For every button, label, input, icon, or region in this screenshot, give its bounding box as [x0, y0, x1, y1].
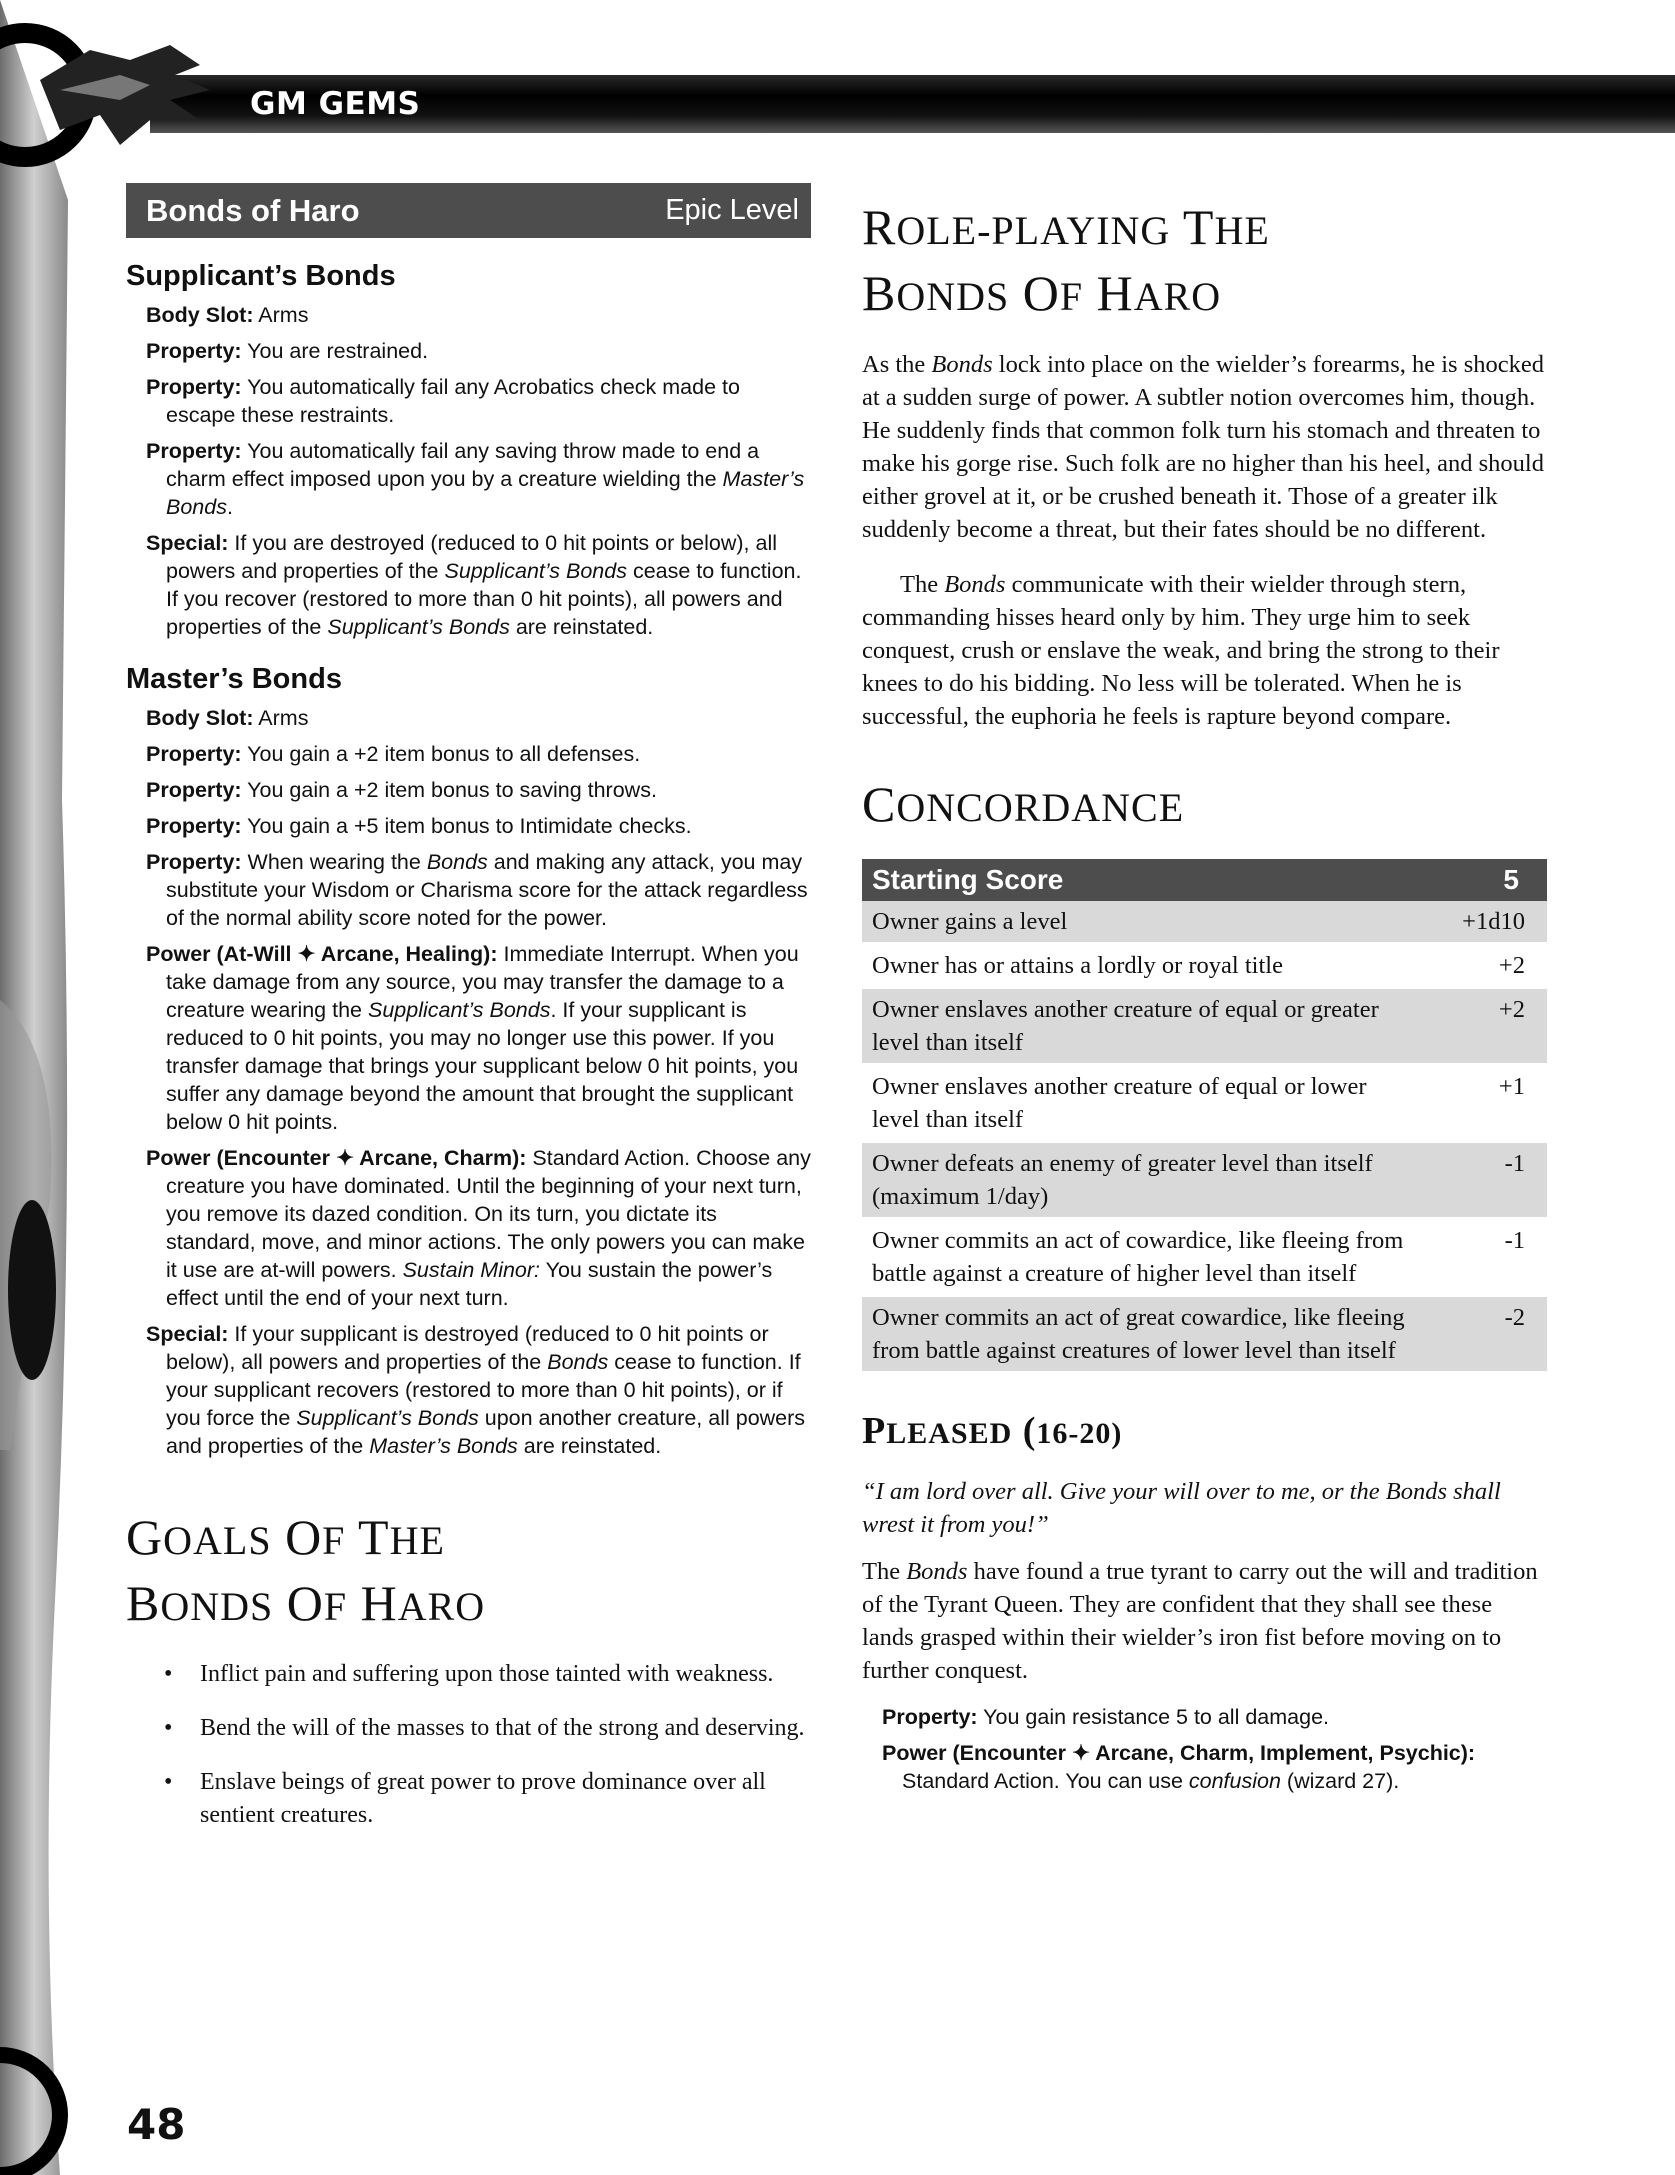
- master-property-line: Power (Encounter ✦ Arcane, Charm): Standard Action. Choose any creature you have dominated. Until the beginning of your next turn, you remove its dazed condition. On its turn, you dictate its standard, move, and minor actions. The only powers you can make it use are at-will powers. Sustain Minor: You sustain the power’s effect until the end of your next turn.: [146, 1146, 811, 1310]
- goal-item: • Bend the will of the masses to that of the strong and deserving.: [126, 1712, 811, 1745]
- pleased-quote: “I am lord over all. Give your will over to me, or the Bonds shall wrest it from you!”: [862, 1478, 1501, 1538]
- goals-list: [126, 1658, 811, 1832]
- master-property-line: Body Slot: Arms: [146, 706, 309, 730]
- concordance-heading: CONCORDANCE: [862, 776, 1185, 832]
- pleased-property: Property: You gain resistance 5 to all damage.: [882, 1705, 1329, 1729]
- goals-heading: [126, 1506, 811, 1638]
- concordance-header-label: Starting Score: [862, 859, 1425, 901]
- item-header: [126, 183, 811, 238]
- goals-heading-line1: GOALS OF THE: [126, 1509, 445, 1565]
- roleplaying-heading: [862, 196, 1547, 328]
- roleplaying-heading-line1: ROLE-PLAYING THE: [862, 199, 1270, 255]
- concordance-condition: Owner gains a level: [862, 901, 1425, 944]
- concordance-modifier: -2: [1425, 1296, 1547, 1373]
- goals-section: [126, 1506, 811, 1832]
- concordance-modifier: +1d10: [1425, 901, 1547, 944]
- supplicant-property-line: Special: If you are destroyed (reduced to 0 hit points or below), all powers and properties of the Supplicant’s Bonds cease to function. If you recover (restored to more than 0 hit points), all powers and properties of the Supplicant’s Bonds are reinstated.: [146, 531, 802, 639]
- concordance-modifier: +2: [1425, 988, 1547, 1065]
- master-property-line: Property: When wearing the Bonds and making any attack, you may substitute your Wisdom or Charisma score for the attack regardless of the normal ability score noted for the power.: [146, 850, 808, 930]
- concordance-header-value: 5: [1425, 859, 1547, 901]
- concordance-row: [862, 1142, 1547, 1219]
- supplicant-properties: [126, 301, 811, 641]
- master-properties: [126, 704, 811, 1460]
- concordance-row: [862, 1296, 1547, 1373]
- concordance-condition: Owner commits an act of cowardice, like fleeing from battle against a creature of higher level than itself: [862, 1219, 1425, 1296]
- dragon-logo-icon: [0, 20, 230, 170]
- page-number: 48: [127, 2100, 186, 2149]
- pleased-heading: PLEASED (16-20): [862, 1410, 1123, 1452]
- item-level: Epic Level: [665, 194, 799, 226]
- concordance-modifier: -1: [1425, 1142, 1547, 1219]
- supplicant-property-line: Property: You automatically fail any saving throw made to end a charm effect imposed upon you by a creature wielding the Master’s Bonds.: [146, 439, 805, 519]
- pleased-paragraph: The Bonds have found a true tyrant to carry out the will and tradition of the Tyrant Queen. They are confident that they shall see these lands grasped within their wielder’s iron fist before moving on to further conquest.: [862, 1558, 1538, 1684]
- master-property-line: Property: You gain a +2 item bonus to saving throws.: [146, 778, 657, 802]
- master-heading: Master’s Bonds: [126, 663, 342, 695]
- supplicant-property-line: Body Slot: Arms: [146, 303, 309, 327]
- goals-heading-line2: BONDS OF HARO: [126, 1575, 486, 1631]
- concordance-modifier: +2: [1425, 944, 1547, 988]
- goal-item: • Inflict pain and suffering upon those tainted with weakness.: [126, 1658, 811, 1691]
- supplicant-heading: Supplicant’s Bonds: [126, 260, 396, 292]
- master-property-line: Property: You gain a +5 item bonus to Intimidate checks.: [146, 814, 692, 838]
- concordance-condition: Owner enslaves another creature of equal or greater level than itself: [862, 988, 1425, 1065]
- roleplaying-paragraph-1: As the Bonds lock into place on the wielder’s forearms, he is shocked at a sudden surge of power. A subtler notion overcomes him, though. He suddenly finds that common folk turn his stomach and threaten to make his gorge rise. Such folk are no higher than his heel, and should either grovel at it, or be crushed beneath it. Those of a greater ilk suddenly become a threat, but their fates should be no different.: [862, 351, 1544, 543]
- concordance-condition: Owner has or attains a lordly or royal title: [862, 944, 1425, 988]
- master-property-line: Property: You gain a +2 item bonus to all defenses.: [146, 742, 641, 766]
- concordance-table: [862, 859, 1547, 1374]
- concordance-row: [862, 988, 1547, 1065]
- concordance-row: [862, 901, 1547, 944]
- supplicant-property-line: Property: You are restrained.: [146, 339, 429, 363]
- concordance-row: [862, 944, 1547, 988]
- goal-item: • Enslave beings of great power to prove dominance over all sentient creatures.: [126, 1766, 811, 1832]
- item-name: Bonds of Haro: [146, 192, 360, 228]
- roleplaying-heading-line2: BONDS OF HARO: [862, 265, 1222, 321]
- concordance-condition: Owner defeats an enemy of greater level than itself (maximum 1/day): [862, 1142, 1425, 1219]
- master-property-line: Special: If your supplicant is destroyed (reduced to 0 hit points or below), all powers and properties of the Bonds cease to function. If your supplicant recovers (restored to more than 0 hit points), or if you force the Supplicant’s Bonds upon another creature, all powers and properties of the Master’s Bonds are reinstated.: [146, 1322, 806, 1458]
- supplicant-property-line: Property: You automatically fail any Acrobatics check made to escape these restraints.: [146, 375, 740, 427]
- pleased-power: Power (Encounter ✦ Arcane, Charm, Implement, Psychic): Standard Action. You can use confusion (wizard 27).: [882, 1741, 1476, 1793]
- concordance-modifier: -1: [1425, 1219, 1547, 1296]
- concordance-row: [862, 1065, 1547, 1142]
- concordance-condition: Owner enslaves another creature of equal or lower level than itself: [862, 1065, 1425, 1142]
- section-title: GM GEMS: [250, 86, 421, 122]
- master-property-line: Power (At-Will ✦ Arcane, Healing): Immediate Interrupt. When you take damage from any source, you may transfer the damage to a creature wearing the Supplicant’s Bonds. If your supplicant is reduced to 0 hit points, you may no longer use this power. If you transfer damage that brings your supplicant below 0 hit points, you suffer any damage beyond the amount that brought the supplicant below 0 hit points.: [146, 942, 799, 1134]
- concordance-modifier: +1: [1425, 1065, 1547, 1142]
- concordance-condition: Owner commits an act of great cowardice, like fleeing from battle against creatures of lower level than itself: [862, 1296, 1425, 1373]
- left-column: [126, 183, 811, 1853]
- right-column: [862, 196, 1547, 1803]
- concordance-row: [862, 1219, 1547, 1296]
- border-decoration: [0, 0, 95, 2175]
- roleplaying-paragraph-2: The Bonds communicate with their wielder through stern, commanding hisses heard only by him. They urge him to seek conquest, crush or enslave the weak, and bring the strong to their knees to do his bidding. No less will be tolerated. When he is successful, the euphoria he feels is rapture beyond compare.: [862, 571, 1500, 730]
